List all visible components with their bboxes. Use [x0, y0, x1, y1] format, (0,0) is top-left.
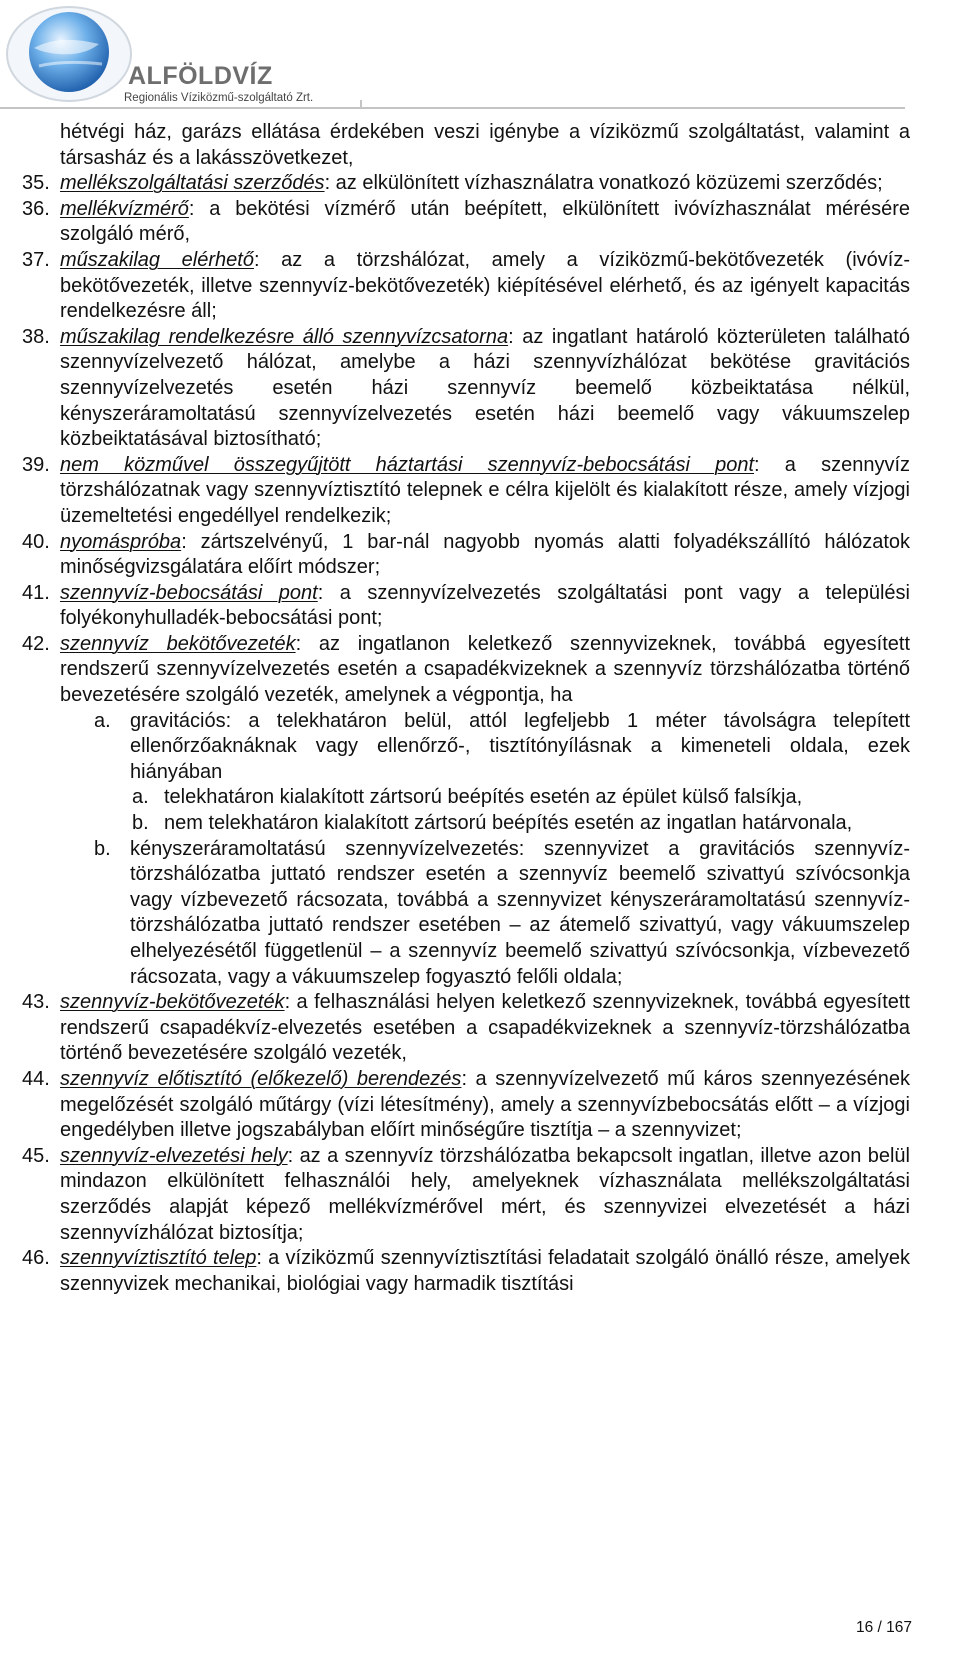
defined-term: mellékszolgáltatási szerződés — [60, 172, 325, 195]
definition-text: : az elkülönített vízhasználatra vonatkozó közüzemi szerződés; — [324, 172, 883, 195]
defined-term: szennyvíz-elvezetési hely — [60, 1144, 288, 1167]
definition-item-43 — [22, 990, 910, 1067]
item-letter: b. — [132, 812, 149, 835]
sub-item-text: kényszeráramoltatású szennyvízelvezetés: szennyvizet a gravitációs szennyvíz-törzshálózatba juttató rendszer esetén a szennyvíz beemelő szivattyú szívócsonkja vagy vízbevezető rácsozata, továbbá a szennyvizet kényszeráramoltatású szennyvíz-törzshálózatba juttató rendszer esetében – az átemelő szivattyú, vagy vákuumszelep elhelyezésétől függetlenül – a szennyvíz beemelő szivattyú szívócsonkja, vízbevezető rácsozata, vagy a vákuumszelep fogyasztó felőli oldala; — [130, 837, 910, 988]
item-number: 39. — [22, 453, 50, 476]
item-number: 46. — [22, 1247, 50, 1270]
definition-item-38 — [22, 325, 910, 453]
definition-text: : az ingatlant határoló közterületen található szennyvízelvezető hálózat, amelybe a házi szennyvízhálózat bekötése gravitációs szennyvízelvezetés esetén házi szennyvíz beemelő közbeiktatása nélkül, kényszeráramoltatású szennyvízelvezetés esetén házi beemelő vagy vákuumszelep közbeiktatásával biztosítható; — [60, 325, 910, 451]
defined-term: műszakilag elérhető — [60, 248, 254, 271]
definition-text: : a víziközmű szennyvíztisztítási feladatait szolgáló önálló része, amelyek szennyvizek mechanikai, biológiai vagy harmadik tisztítási — [60, 1247, 910, 1295]
definition-text: : a szennyvízelvezetés szolgáltatási pont vagy a települési folyékonyhulladék-bebocsátási pont; — [60, 581, 910, 630]
defined-term: nyomáspróba — [60, 530, 182, 553]
continued-paragraph: hétvégi ház, garázs ellátása érdekében veszi igénybe a víziközmű szolgáltatást, valamint a társasház és a lakásszövetkezet, — [60, 121, 910, 169]
definition-item-40 — [22, 530, 910, 581]
brand-name: ALFÖLDVÍZ — [128, 62, 273, 90]
definition-text: : zártszelvényű, 1 bar-nál nagyobb nyomás alatti folyadékszállító hálózatok minőségvizsgálatára előírt módszer; — [60, 530, 910, 579]
definition-item-35 — [22, 171, 910, 197]
definition-item-41 — [22, 581, 910, 632]
defined-term: szennyvíz-bebocsátási pont — [60, 581, 318, 604]
definition-text: : az a törzshálózat, amely a víziközmű-bekötővezeték (ivóvíz-bekötővezeték, illetve szennyvíz-bekötővezeték) kiépítésével elérhető, és az igényelt kapacitás rendelkezésre áll; — [60, 248, 911, 323]
globe-logo-icon — [4, 4, 134, 104]
page-header — [0, 0, 960, 112]
item-letter: a. — [132, 786, 149, 809]
definition-item-45 — [22, 1144, 910, 1246]
definition-text: : az a szennyvíz törzshálózatba bekapcsolt ingatlan, illetve azon belül mindazon elkülönített felhasználói hely, amelyeknek vízhasználata mellékszolgáltatási szerződés alapját képező mellékvízmérővel mért, és szennyvizei elvezetését a házi szennyvízhálózat biztosítja; — [60, 1144, 910, 1244]
sub-sub-item-42-a-a — [22, 785, 910, 811]
item-letter: a. — [94, 709, 111, 732]
sub-item-42-a — [22, 709, 910, 786]
definition-text: : az ingatlanon keletkező szennyvizeknek, továbbá egyesített rendszerű szennyvízelvezetés esetén a csapadékvizeknek a szennyvíz törzshálózatba történő bevezetésére szolgáló vezeték, amelynek a végpontja, ha — [60, 632, 910, 707]
defined-term: nem közművel összegyűjtött háztartási szennyvíz-bebocsátási pont — [60, 453, 755, 476]
item-number: 38. — [22, 325, 50, 348]
definition-item-44 — [22, 1067, 910, 1144]
item-number: 40. — [22, 530, 50, 553]
item-number: 36. — [22, 197, 50, 220]
header-divider-tick — [360, 100, 362, 109]
item-letter: b. — [94, 837, 111, 860]
definition-item-36 — [22, 197, 910, 248]
item-number: 41. — [22, 581, 50, 604]
sub-item-text: nem telekhatáron kialakított zártsorú beépítés esetén az ingatlan határvonala, — [164, 812, 853, 835]
definition-item-42 — [22, 632, 910, 709]
item-number: 37. — [22, 248, 50, 271]
definition-text: : a szennyvízelvezető mű káros szennyezésének megelőzését szolgáló műtárgy (vízi létesítmény), amely a szennyvízbebocsátás előtt – a vízjogi engedélyben illetve jogszabályban előírt minőségűre tisztítja – a szennyvizet; — [60, 1067, 911, 1142]
page-number: 16 / 167 — [855, 1619, 912, 1636]
sub-item-text: telekhatáron kialakított zártsorú beépítés esetén az épület külső falsíkja, — [164, 786, 803, 809]
defined-term: szennyvíz bekötővezeték — [60, 632, 296, 655]
definition-item-37 — [22, 248, 910, 325]
definition-text: : a szennyvíz törzshálózatnak vagy szennyvíztisztító telepnek e célra kijelölt és kialakított része, amely vízjogi üzemeltetési engedéllyel rendelkezik; — [60, 453, 910, 527]
definition-item-39 — [22, 453, 910, 530]
item-number: 42. — [22, 632, 50, 655]
defined-term: szennyvíztisztító telep — [60, 1247, 257, 1270]
header-divider — [0, 107, 905, 109]
defined-term: mellékvízmérő — [60, 197, 189, 220]
item-number: 44. — [22, 1067, 50, 1090]
defined-term: szennyvíz előtisztító (előkezelő) berendezés — [60, 1067, 462, 1090]
sub-sub-item-42-a-b — [22, 811, 910, 837]
definition-item-46 — [22, 1246, 910, 1297]
sub-item-text: gravitációs: a telekhatáron belül, attól legfeljebb 1 méter távolságra telepített ellenőrzőaknáknak vagy ellenőrző-, tisztítónyílásnak a kimeneteli oldala, ezek hiányában — [130, 709, 910, 783]
definition-text: : a felhasználási helyen keletkező szennyvizeknek, továbbá egyesített rendszerű csapadékvíz-elvezetés esetében a csapadékvizeknek a szennyvíz-törzshálózatba történő bevezetésére szolgáló vezeték, — [60, 991, 910, 1065]
defined-term: szennyvíz-bekötővezeték — [60, 991, 285, 1014]
defined-term: műszakilag rendelkezésre álló szennyvízcsatorna — [60, 325, 509, 348]
item-number: 43. — [22, 991, 50, 1014]
item-number: 35. — [22, 172, 50, 195]
item-number: 45. — [22, 1144, 50, 1167]
document-body — [22, 120, 910, 1297]
sub-item-42-b — [22, 837, 910, 991]
brand-subtitle: Regionális Víziközmű-szolgáltató Zrt. — [124, 92, 314, 104]
definition-text: : a bekötési vízmérő után beépített, elkülönített ivóvízhasználat mérésére szolgáló mérő, — [60, 197, 910, 246]
